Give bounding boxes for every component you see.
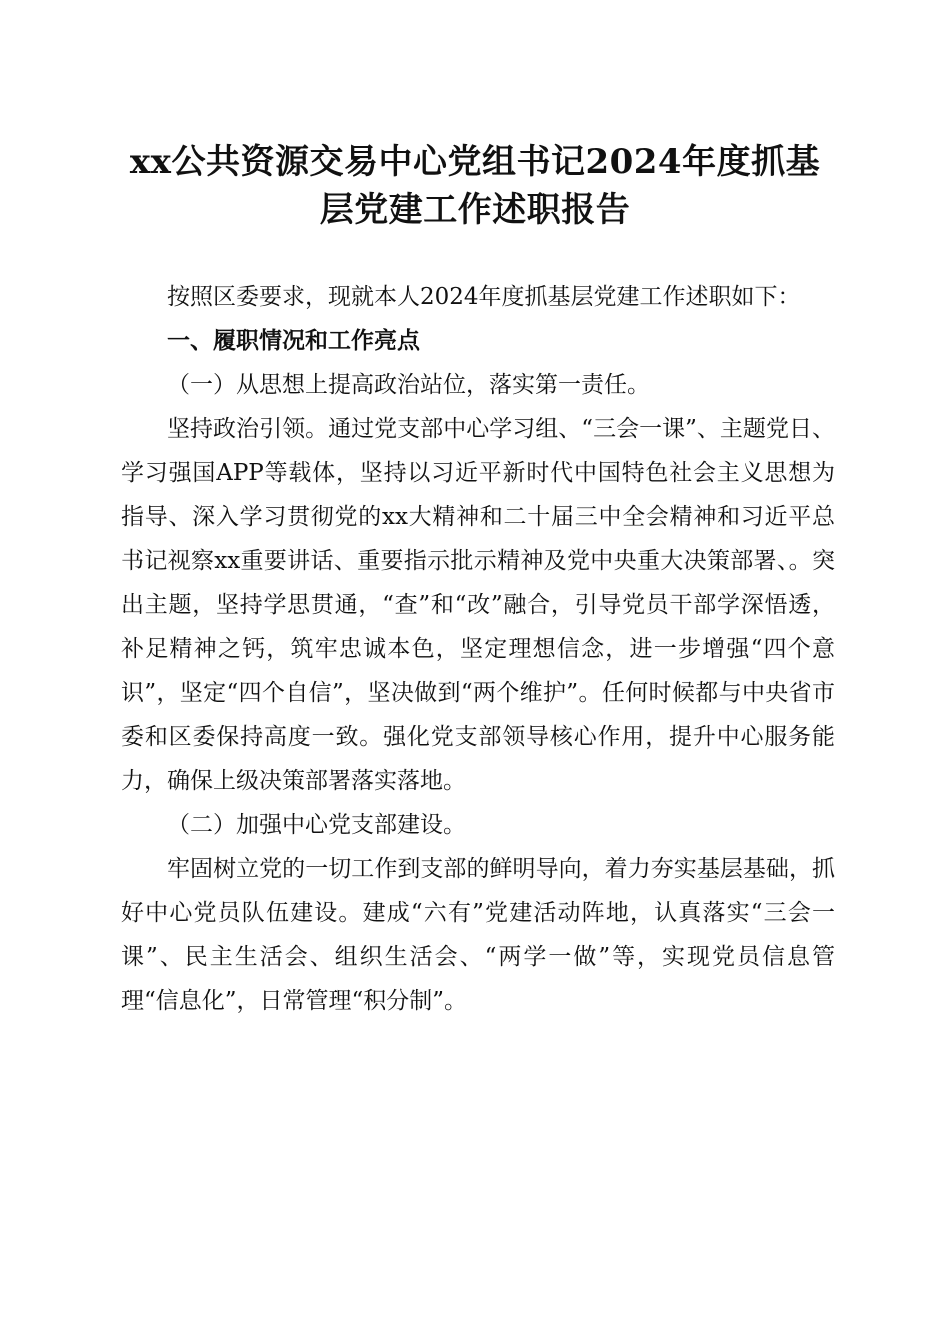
subsection-heading-1: （一）从思想上提高政治站位，落实第一责任。: [167, 372, 650, 398]
document-body: [121, 275, 835, 1023]
title-line-2: 层党建工作述职报告: [319, 190, 631, 230]
title-line-1: xx公共资源交易中心党组书记2024年度抓基: [129, 142, 821, 182]
intro-paragraph: 按照区委要求，现就本人2024年度抓基层党建工作述职如下：: [167, 284, 801, 310]
section-heading-1: 一、履职情况和工作亮点: [167, 328, 420, 354]
body-paragraph-1: 坚持政治引领。通过党支部中心学习组、“三会一课”、主题党日、学习强国APP等载体，坚持以习近平新时代中国特色社会主义思想为指导、深入学习贯彻党的xx大精神和二十届三中全会精神和习近平总书记视察xx重要讲话、重要指示批示精神及党中央重大决策部署、。突出主题，坚持学思贯通，“查”和“改”融合，引导党员干部学深悟透，补足精神之钙，筑牢忠诚本色，坚定理想信念，进一步增强“四个意识”，坚定“四个自信”，坚决做到“两个维护”。任何时候都与中央省市委和区委保持高度一致。强化党支部领导核心作用，提升中心服务能力，确保上级决策部署落实落地。: [121, 416, 835, 794]
body-paragraph-2: 牢固树立党的一切工作到支部的鲜明导向，着力夯实基层基础，抓好中心党员队伍建设。建成“六有”党建活动阵地，认真落实“三会一课”、民主生活会、组织生活会、“两学一做”等，实现党员信息管理“信息化”，日常管理“积分制”。: [121, 856, 835, 1014]
document-title: [100, 138, 850, 234]
subsection-heading-2: （二）加强中心党支部建设。: [167, 812, 466, 838]
